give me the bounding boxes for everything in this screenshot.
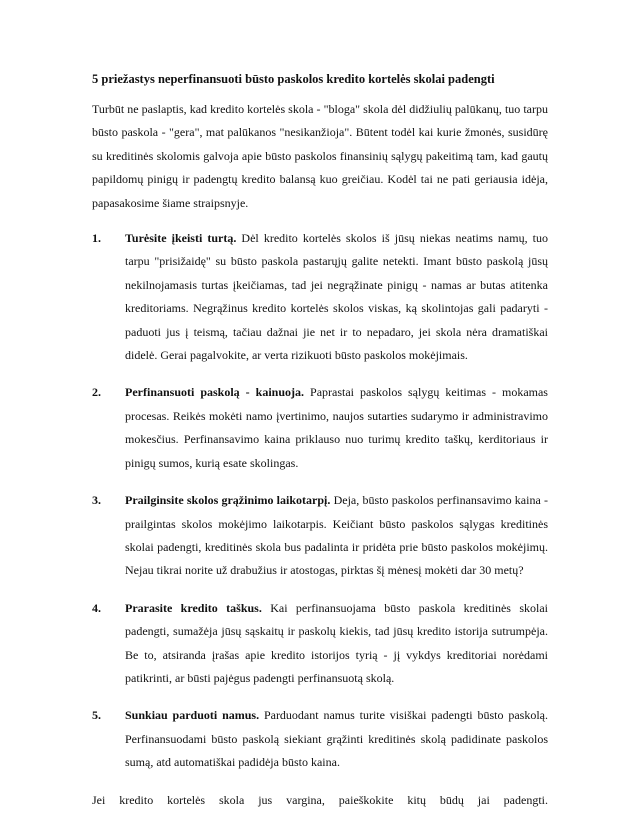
item-body: Kai perfinansuojama būsto paskola kreditinės skolai padengti, sumažėja jūsų sąskaitų ir paskolų kiekis, tad jūsų kredito istorija sutrumpėja. Be to, atsiranda įrašas apie kredito istorijos tyrią - jį vykdys kreditoriai norėdami patikrinti, ar būsti pajėgus padengti perfinansuotą skolą.: [125, 600, 548, 685]
item-number: 3.: [92, 493, 101, 508]
item-text: [125, 381, 548, 475]
item-lead: Turėsite įkeisti turtą.: [125, 231, 237, 246]
item-number: 2.: [92, 385, 101, 400]
item-lead: Prarasite kredito taškus.: [125, 600, 262, 615]
list-item: [92, 489, 548, 583]
item-number: 1.: [92, 231, 101, 246]
item-lead: Prailginsite skolos grąžinimo laikotarpį.: [125, 493, 331, 508]
item-text: [125, 704, 548, 774]
closing-paragraph: Jei kredito kortelės skola jus vargina, paieškokite kitų būdų jai padengti.: [92, 792, 548, 807]
item-number: 4.: [92, 600, 101, 615]
item-body: Dėl kredito kortelės skolos iš jūsų niekas neatims namų, tuo tarpu "prisižaidę" su būsto paskola pastarųjų galite netekti. Imant būsto paskolą jūsų nekilnojamasis turtas įkeičiamas, tad jei negrąžinate pinigų - namas ar butas atitenka kreditoriams. Negrąžinus kredito kortelės skolos viskas, ką skolintojas gali padaryti - paduoti jus į teismą, tačiau dažnai jie net ir to nepadaro, jei skola nėra dramatiškai didelė. Gerai pagalvokite, ar verta rizikuoti būsto paskolos mokėjimais.: [125, 231, 548, 363]
intro-paragraph: Turbūt ne paslaptis, kad kredito kortelės skola - "bloga" skola dėl didžiulių palūkanų, tuo tarpu būsto paskola - "gera", mat palūkanos "nesikanžioja". Būtent todėl kai kurie žmonės, susidūrę su kreditinės skolomis galvoja apie būsto paskolos finansinių sąlygų pakeitimą tam, kad gautų papildomų pinigų ir padengtų kredito balansą kuo greičiau. Kodėl tai ne pati geriausia idėja, papasakosime šiame straipsnyje.: [92, 102, 548, 210]
item-text: [125, 489, 548, 583]
list-item: [92, 227, 548, 367]
list-item: [92, 597, 548, 691]
item-text: [125, 227, 548, 367]
list-item: [92, 704, 548, 774]
item-body: Deja, būsto paskolos perfinansavimo kaina - prailgintas skolos mokėjimo laikotarpis. Keičiant būsto paskolos sąlygas kreditinės skolai padengti, kreditinės skola bus padalinta ir pridėta prie būsto paskolos mokėjimų. Nejau tikrai norite už drabužius ir atostogas, pirktas šį mėnesį mokėti dar 30 metų?: [125, 493, 549, 578]
item-number: 5.: [92, 708, 101, 723]
reasons-list: [92, 227, 548, 775]
item-body: Parduodant namus turite visiškai padengti būsto paskolą. Perfinansuodami būsto paskolą siekiant grąžinti kreditinės skolą padidinate paskolos sumą, atd automatiškai padidėja būsto kaina.: [125, 708, 548, 770]
document-title: 5 priežastys neperfinansuoti būsto paskolos kredito kortelės skolai padengti: [92, 72, 495, 86]
item-lead: Sunkiau parduoti namus.: [125, 708, 260, 723]
list-item: [92, 381, 548, 475]
document-content: [92, 70, 548, 812]
item-lead: Perfinansuoti paskolą - kainuoja.: [125, 385, 305, 400]
item-body: Paprastai paskolos sąlygų keitimas - mokamas procesas. Reikės mokėti namo įvertinimo, naujos sutarties sudarymo ir administravimo mokesčius. Perfinansavimo kaina priklauso nuo turimų kredito taškų, kerditoriaus ir pinigų sumos, kurią esate skolingas.: [125, 385, 548, 470]
item-text: [125, 597, 548, 691]
